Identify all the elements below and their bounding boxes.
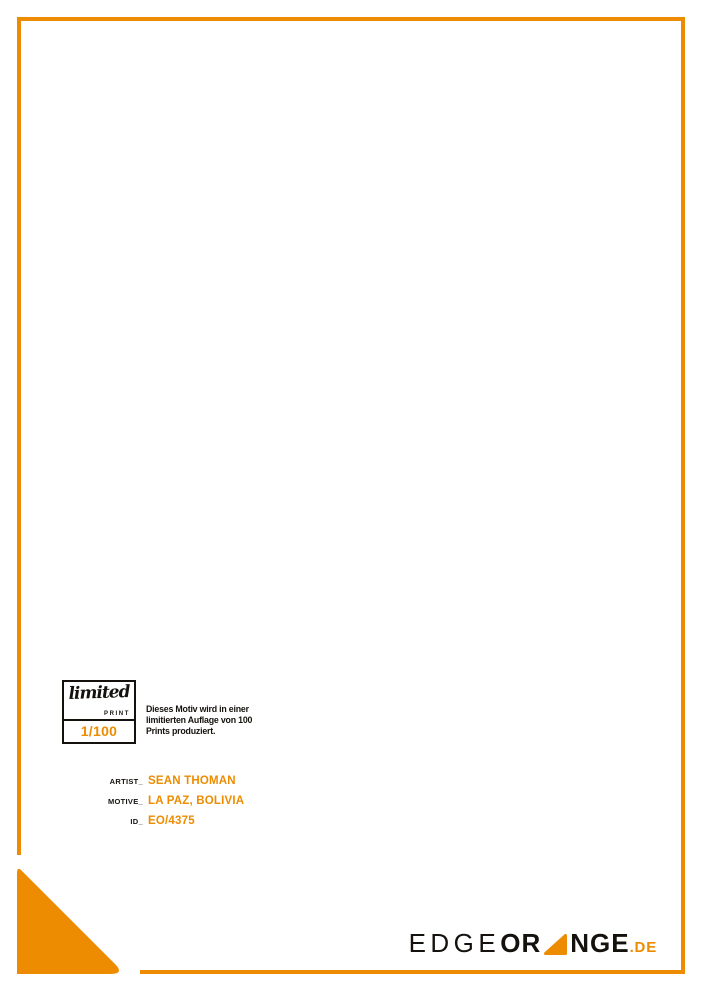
edition-description: [146, 704, 252, 737]
badge-print-label: PRINT: [104, 711, 130, 717]
corner-triangle-decoration: [17, 862, 127, 974]
motive-value: LA PAZ, BOLIVIA: [148, 795, 245, 807]
description-line: Dieses Motiv wird in einer: [146, 704, 249, 714]
border-left: [17, 17, 21, 855]
artist-label: ARTIST_: [109, 777, 143, 786]
border-bottom: [140, 970, 685, 974]
print-details: [0, 775, 420, 835]
detail-row-artist: [0, 775, 420, 795]
border-top: [17, 17, 685, 21]
artist-value: SEAN THOMAN: [148, 775, 236, 787]
badge-edition-number: 1/100: [80, 722, 118, 739]
description-line: limitierten Auflage von 100: [146, 715, 253, 725]
detail-row-id: [0, 815, 420, 835]
logo-or-text: OR: [500, 928, 542, 958]
id-value: EO/4375: [148, 815, 195, 827]
logo-edge-text: EDGE: [408, 928, 501, 958]
border-right: [681, 17, 685, 974]
id-label: ID_: [130, 817, 143, 826]
description-line: Prints produziert.: [146, 726, 216, 736]
logo-triangle-icon: [543, 934, 567, 955]
detail-row-motive: [0, 795, 420, 815]
edgeorange-logo: [409, 928, 657, 959]
logo-nge-text: NGE: [570, 928, 630, 958]
badge-limited-script: limited: [68, 681, 130, 705]
logo-domain-text: .DE: [629, 939, 657, 956]
limited-print-badge: [62, 680, 136, 744]
badge-top-section: [64, 682, 134, 721]
motive-label: MOTIVE_: [107, 797, 143, 806]
